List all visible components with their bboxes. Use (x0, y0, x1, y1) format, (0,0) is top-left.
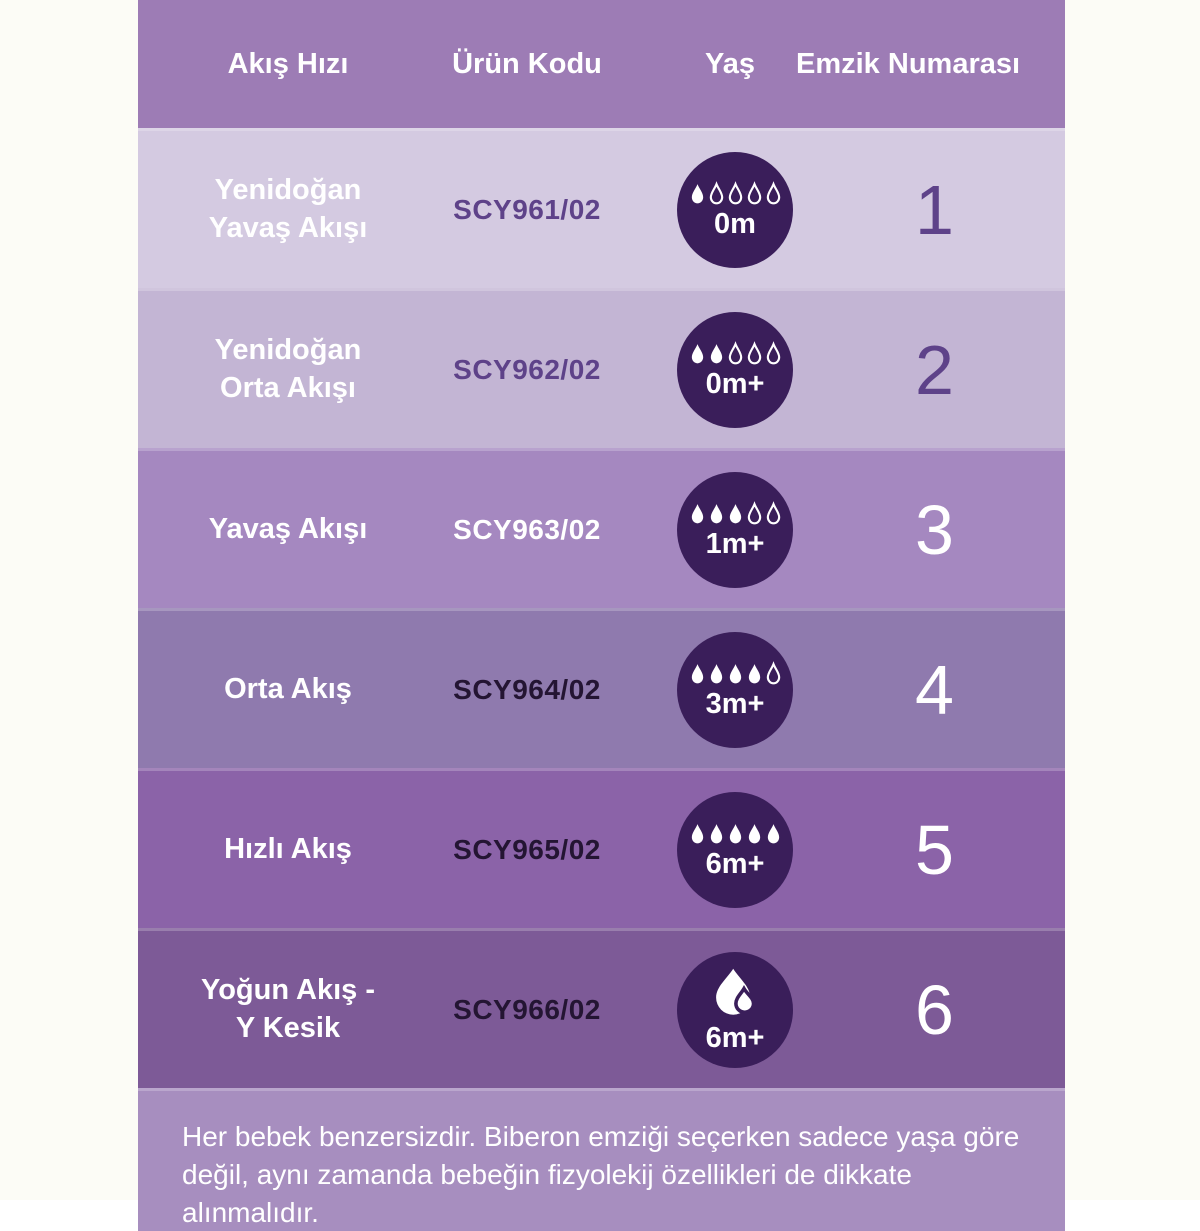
drop-icon (689, 341, 706, 367)
flow-name-line2: Yavaş Akışı (208, 211, 368, 244)
footnote-line2: değil, aynı zamanda bebeğin fizyolekij özellikleri de dikkate (182, 1158, 912, 1190)
drop-icon (765, 821, 782, 847)
age-badge (677, 312, 793, 428)
table-row (138, 928, 1065, 1088)
drop-icon (746, 341, 763, 367)
flow-level-indicator (708, 967, 762, 1021)
product-code: SCY966/02 (453, 993, 601, 1025)
header-product-code: Ürün Kodu (452, 47, 602, 80)
flow-name (138, 172, 438, 246)
drop-icon (708, 181, 725, 207)
age-label: 6m+ (705, 847, 765, 880)
drop-icon (765, 661, 782, 687)
drop-icon (727, 181, 744, 207)
flow-name (138, 972, 438, 1046)
drop-icon (746, 181, 763, 207)
drop-icon (746, 501, 763, 527)
drop-icon (746, 821, 763, 847)
nipple-number: 2 (915, 330, 954, 409)
age-label: 0m (714, 207, 756, 240)
drop-icon (689, 821, 706, 847)
flow-name-line1: Yavaş Akışı (208, 512, 368, 545)
table-row (138, 768, 1065, 928)
age-badge (677, 152, 793, 268)
flow-level-indicator (689, 501, 782, 527)
flow-name-line1: Yenidoğan (214, 174, 362, 207)
table-row (138, 288, 1065, 448)
drop-icon (708, 501, 725, 527)
drop-icon (689, 501, 706, 527)
product-code: SCY962/02 (453, 353, 601, 385)
drop-icon (765, 501, 782, 527)
footnote (138, 1088, 1065, 1231)
drop-icon (708, 661, 725, 687)
drop-icon (727, 501, 744, 527)
nipple-number: 6 (915, 970, 954, 1049)
flow-name-line1: Orta Akış (224, 672, 352, 705)
flow-name (138, 831, 438, 868)
footnote-line1: Her bebek benzersizdir. Biberon emziği seçerken sadece yaşa göre (182, 1121, 1020, 1152)
flow-name (138, 511, 438, 548)
flow-name-line1: Yenidoğan (214, 334, 362, 367)
flow-level-indicator (689, 821, 782, 847)
drop-icon (765, 341, 782, 367)
product-code: SCY963/02 (453, 513, 601, 545)
age-badge (677, 952, 793, 1068)
drop-icon (727, 821, 744, 847)
age-label: 3m+ (705, 687, 765, 720)
age-badge (677, 632, 793, 748)
drop-icon (708, 821, 725, 847)
flow-name-line2: Y Kesik (235, 1011, 341, 1044)
product-code: SCY965/02 (453, 833, 601, 865)
age-badge (677, 792, 793, 908)
header-flow-rate: Akış Hızı (227, 47, 349, 80)
age-label: 6m+ (705, 1021, 765, 1054)
nipple-number: 5 (915, 810, 954, 889)
drop-icon (727, 661, 744, 687)
nipple-number: 1 (915, 170, 954, 249)
flow-level-indicator (689, 181, 782, 207)
table-row (138, 448, 1065, 608)
age-label: 0m+ (705, 367, 765, 400)
drop-icon (708, 341, 725, 367)
drop-icon (727, 341, 744, 367)
drop-icon (689, 661, 706, 687)
flow-level-indicator (689, 661, 782, 687)
table-row (138, 608, 1065, 768)
table-row (138, 128, 1065, 288)
age-badge (677, 472, 793, 588)
flow-name (138, 332, 438, 406)
thick-flow-drop-icon (708, 967, 762, 1021)
flow-name-line1: Yoğun Akış - (201, 974, 375, 1007)
footnote-line3: alınmalıdır. (182, 1196, 319, 1228)
product-code: SCY964/02 (453, 673, 601, 705)
flow-name-line1: Hızlı Akış (224, 832, 352, 865)
nipple-number: 4 (915, 650, 954, 729)
drop-icon (765, 181, 782, 207)
flow-name (138, 671, 438, 708)
flow-name-line2: Orta Akışı (220, 371, 356, 404)
table-header (138, 0, 1065, 128)
table-container (138, 0, 1065, 1228)
header-nipple-number: Emzik Numarası (796, 47, 1021, 80)
product-code: SCY961/02 (453, 193, 601, 225)
age-label: 1m+ (705, 527, 765, 560)
drop-icon (689, 181, 706, 207)
header-age: Yaş (705, 47, 755, 80)
flow-level-indicator (689, 341, 782, 367)
drop-icon (746, 661, 763, 687)
nipple-number: 3 (915, 490, 954, 569)
